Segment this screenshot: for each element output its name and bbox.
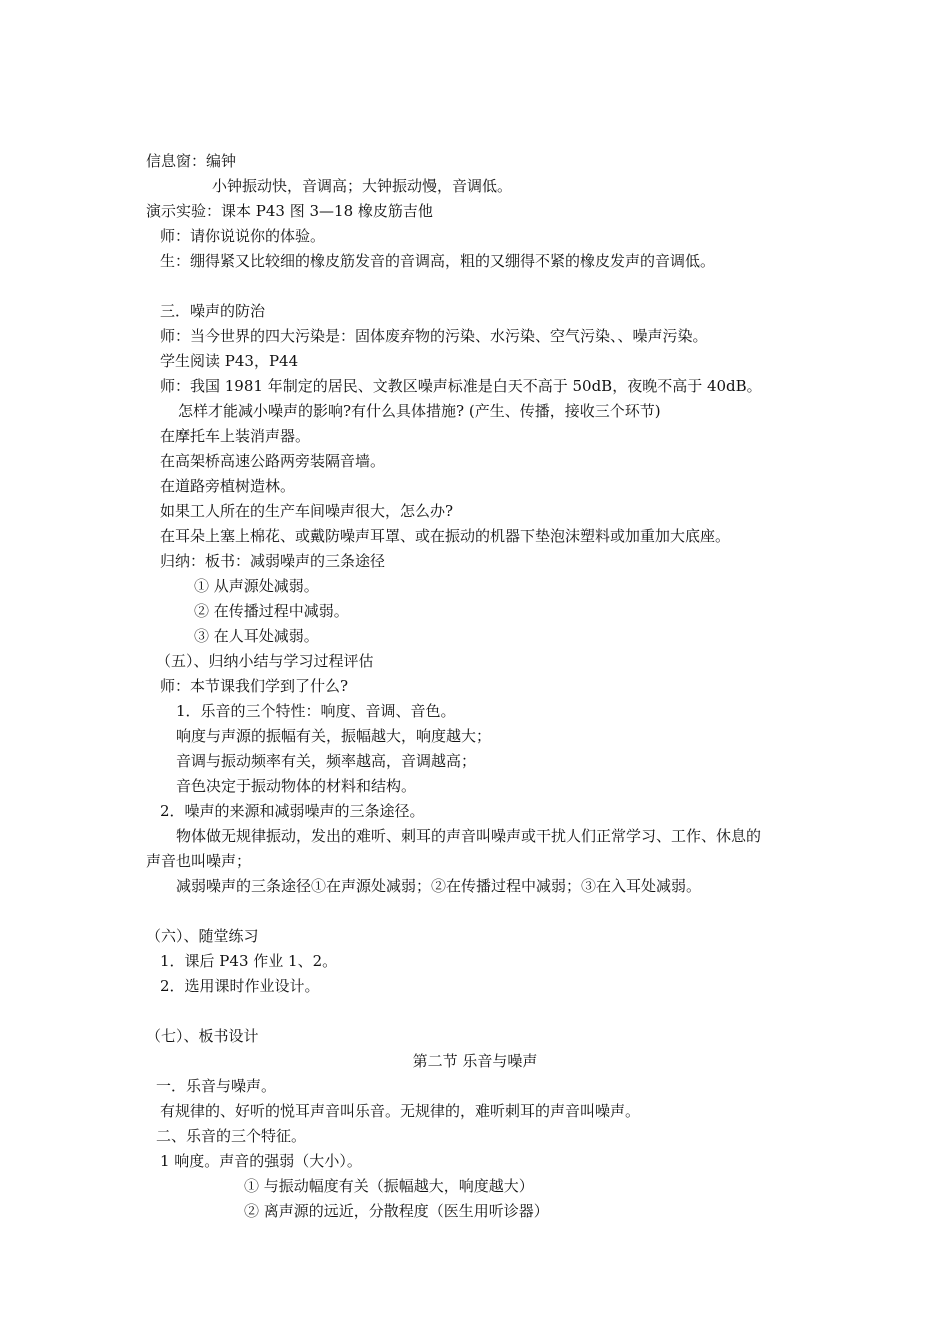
text-line: 响度与声源的振幅有关，振幅越大，响度越大；: [176, 727, 492, 745]
text-line: 学生阅读 P43，P44: [160, 352, 299, 370]
list-item: ③ 在人耳处减弱。: [194, 627, 319, 645]
text-line: 1 响度。声音的强弱（大小）。: [160, 1152, 362, 1170]
text-line: 在摩托车上装消声器。: [160, 427, 311, 445]
text-line: 小钟振动快，音调高；大钟振动慢，音调低。: [212, 177, 513, 195]
text-line: 师：请你说说你的体验。: [160, 227, 326, 245]
text-line: 演示实验：课本 P43 图 3—18 橡皮筋吉他: [146, 202, 433, 220]
text-line: 生：绷得紧又比较细的橡皮筋发音的音调高，粗的又绷得不紧的橡皮发声的音调低。: [160, 252, 716, 270]
list-item: 2．选用课时作业设计。: [160, 977, 320, 995]
text-line: 减弱噪声的三条途径①在声源处减弱；②在传播过程中减弱；③在入耳处减弱。: [176, 877, 702, 895]
list-item: ① 与振动幅度有关（振幅越大，响度越大）: [244, 1177, 534, 1195]
list-item: 2．噪声的来源和减弱噪声的三条途径。: [160, 802, 425, 820]
text-line: 一．乐音与噪声。: [156, 1077, 277, 1095]
list-item: ② 离声源的远近，分散程度（医生用听诊器）: [244, 1202, 549, 1220]
list-item: ① 从声源处减弱。: [194, 577, 319, 595]
section-heading: （七）、板书设计: [146, 1027, 259, 1045]
text-line: 在道路旁植树造林。: [160, 477, 296, 495]
text-line: 师：本节课我们学到了什么?: [160, 677, 349, 695]
list-item: ② 在传播过程中减弱。: [194, 602, 349, 620]
board-title: 第二节 乐音与噪声: [412, 1052, 538, 1070]
text-line: 师：当今世界的四大污染是：固体废弃物的污染、水污染、空气污染、、噪声污染。: [160, 327, 708, 345]
text-line: 有规律的、好听的悦耳声音叫乐音。无规律的，难听刺耳的声音叫噪声。: [160, 1102, 641, 1120]
list-item: 1．课后 P43 作业 1、2。: [160, 952, 338, 970]
text-line: 信息窗：编钟: [146, 152, 237, 170]
text-line: 怎样才能减小噪声的影响?有什么具体措施? (产生、传播，接收三个环节): [178, 402, 661, 420]
text-line: 物体做无规律振动，发出的难听、刺耳的声音叫噪声或干扰人们正常学习、工作、休息的: [176, 827, 762, 845]
text-line: 师：我国 1981 年制定的居民、文教区噪声标准是白天不高于 50dB，夜晚不高于 40dB。: [160, 377, 762, 395]
text-line: 音调与振动频率有关，频率越高，音调越高；: [176, 752, 477, 770]
text-line: 音色决定于振动物体的材料和结构。: [176, 777, 417, 795]
section-heading: 三．噪声的防治: [160, 302, 266, 320]
text-line: 二、乐音的三个特征。: [156, 1127, 307, 1145]
list-item: 1．乐音的三个特性：响度、音调、音色。: [176, 702, 456, 720]
section-heading: （六）、随堂练习: [146, 927, 259, 945]
text-line: 声音也叫噪声；: [146, 852, 252, 870]
text-line: 在耳朵上塞上棉花、或戴防噪声耳罩、或在振动的机器下垫泡沫塑料或加重加大底座。: [160, 527, 731, 545]
section-heading: （五）、归纳小结与学习过程评估: [156, 652, 374, 670]
text-line: 如果工人所在的生产车间噪声很大，怎么办?: [160, 502, 454, 520]
text-line: 归纳：板书：减弱噪声的三条途径: [160, 552, 386, 570]
text-line: 在高架桥高速公路两旁装隔音墙。: [160, 452, 386, 470]
